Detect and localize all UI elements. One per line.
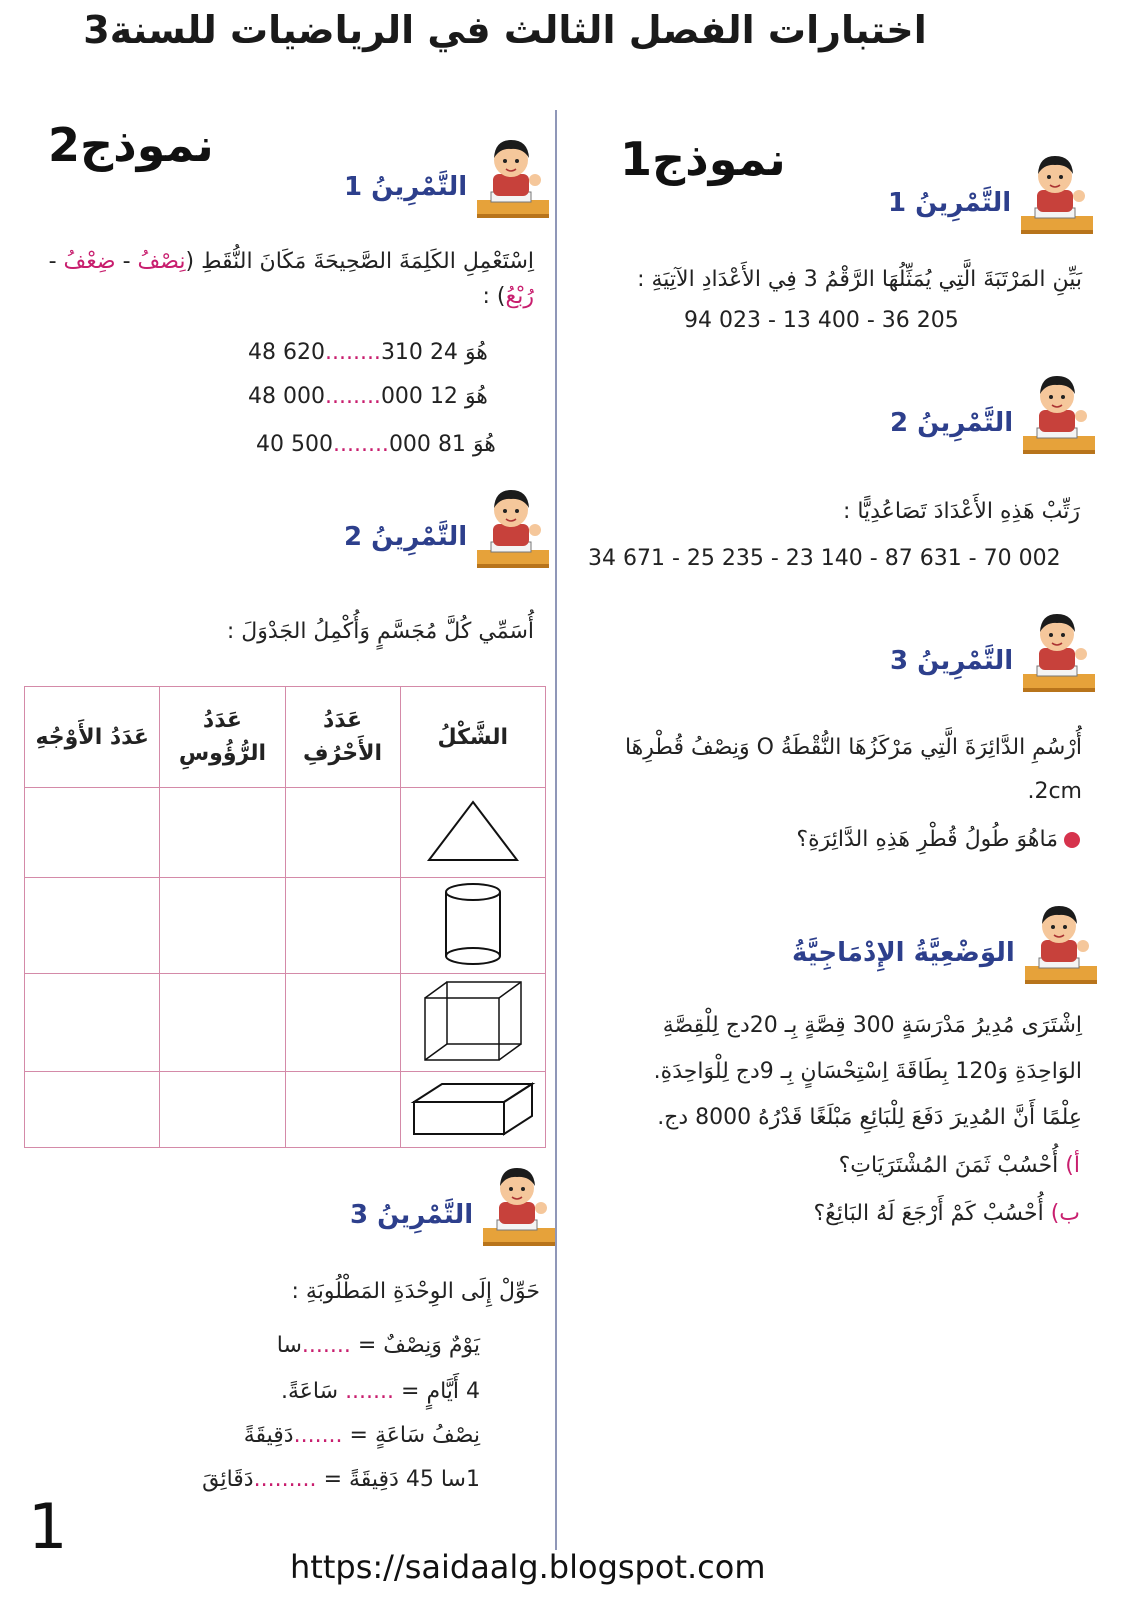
- is-word: هُوَ: [472, 432, 496, 457]
- student-desk-icon: [1021, 900, 1099, 986]
- header-edges-line1: عَدَدُ: [322, 708, 363, 733]
- column-divider: [555, 110, 557, 1550]
- fill-dots: .........: [253, 1467, 317, 1492]
- right-value: 24 310: [380, 340, 458, 365]
- answer-cell[interactable]: [285, 788, 400, 878]
- conversion-row: [160, 1328, 480, 1363]
- conversion-row: [160, 1374, 480, 1409]
- model1-integration-line2: الوَاحِدَةِ وَ120 بِطَاقَةَ اِسْتِحْسَانٍ بِـ 9دج لِلْوَاحِدَةِ.: [653, 1059, 1082, 1084]
- conv-unit: سَاعَةً.: [281, 1379, 339, 1404]
- answer-cell[interactable]: [25, 878, 160, 974]
- compare-row: [248, 384, 488, 409]
- model2-ex3-header: [350, 1162, 557, 1248]
- model1-ex3-text: أُرْسُمِ الدَّائِرَةَ الَّتِي مَرْكَزُهَا النُّقْطَةُ O وَنِصْفُ قُطْرِهَا 2cm.: [624, 735, 1082, 804]
- ex1-instruction-end: ) :: [482, 284, 506, 310]
- model2-ex1-header: [344, 134, 551, 220]
- student-illustration: [1021, 900, 1099, 986]
- footer-url[interactable]: https://saidaalg.blogspot.com: [290, 1548, 766, 1586]
- page-number: 1: [28, 1490, 68, 1563]
- rectangular-prism-icon: [410, 1076, 536, 1140]
- triangle-icon: [423, 796, 523, 866]
- fill-dots: ........: [324, 384, 381, 409]
- left-value: 48 000: [248, 384, 325, 409]
- left-value: 40 500: [256, 432, 333, 457]
- model1-ex1-label: التَّمْرِينُ 1: [888, 188, 1012, 218]
- is-word: هُوَ: [464, 340, 488, 365]
- model1-integration-label: الوَضْعِيَّةُ الإِدْمَاجِيَّةُ: [792, 938, 1015, 968]
- model1-ex2-numbers: 34 671 - 25 235 - 23 140 - 87 631 - 70 002: [588, 546, 1061, 571]
- student-desk-icon: [1019, 370, 1097, 456]
- model1-integration-line1: اِشْتَرَى مُدِيرُ مَدْرَسَةٍ 300 قِصَّةٍ بِـ 20دج لِلْقِصَّةِ: [662, 1013, 1082, 1038]
- conv-unit: سا: [276, 1333, 302, 1358]
- page-title: اختبارات الفصل الثالث في الرياضيات للسنة3: [83, 8, 927, 52]
- model2-ex2-header: [344, 484, 551, 570]
- conv-lhs: 4 أَيَّامٍ =: [401, 1379, 480, 1404]
- conversion-row: [160, 1418, 480, 1453]
- model2-ex2-text: أُسَمِّي كُلَّ مُجَسَّمٍ وَأُكْمِلُ الجَدْوَلَ :: [226, 619, 534, 644]
- model1-ex1-text: بَيِّنِ المَرْتَبَةَ الَّتِي يُمَثِّلُهَا الرَّقْمُ 3 فِي الأَعْدَادِ الآتِيَةِ :: [637, 267, 1082, 292]
- conv-unit: دَقِيقَةً: [243, 1423, 294, 1448]
- model2-ex1-label: التَّمْرِينُ 1: [344, 172, 468, 202]
- model1-integration-qb: [700, 1196, 1080, 1231]
- student-desk-icon: [473, 484, 551, 570]
- model2-ex1-text: [24, 244, 534, 314]
- left-value: 48 620: [248, 340, 325, 365]
- header-vertices-line1: عَدَدُ: [202, 708, 242, 733]
- compare-row: [256, 432, 496, 457]
- model2-ex2-label: التَّمْرِينُ 2: [344, 522, 468, 552]
- cylinder-icon: [438, 880, 508, 968]
- solids-table: [24, 686, 546, 1148]
- answer-cell[interactable]: [160, 1072, 285, 1148]
- fill-dots: ........: [332, 432, 389, 457]
- fill-dots: .......: [301, 1333, 351, 1358]
- answer-cell[interactable]: [285, 1072, 400, 1148]
- word-half: نِصْفُ: [137, 249, 186, 274]
- model1-integration-line3: عِلْمًا أَنَّ المُدِيرَ دَفَعَ لِلْبَائِعِ مَبْلَغًا قَدْرُهُ 8000 دج.: [657, 1105, 1082, 1130]
- conv-lhs: نِصْفُ سَاعَةٍ =: [349, 1423, 480, 1448]
- header-vertices-line2: الرُّؤُوسِ: [178, 741, 267, 766]
- answer-cell[interactable]: [285, 974, 400, 1072]
- answer-cell[interactable]: [25, 1072, 160, 1148]
- student-illustration: [473, 134, 551, 220]
- right-value: 81 000: [388, 432, 466, 457]
- fill-dots: .......: [293, 1423, 343, 1448]
- bullet-icon: [1064, 832, 1080, 848]
- answer-cell[interactable]: [160, 974, 285, 1072]
- word-sep: -: [115, 249, 138, 274]
- shape-cell: [400, 788, 546, 878]
- word-double: ضِعْفُ: [63, 249, 116, 274]
- student-desk-icon: [1019, 608, 1097, 694]
- model2-ex3-label: التَّمْرِينُ 3: [350, 1200, 474, 1230]
- student-illustration: [1017, 150, 1095, 236]
- qa-text: أُحْسُبْ ثَمَنَ المُشْتَرَيَاتِ؟: [838, 1153, 1059, 1178]
- answer-cell[interactable]: [160, 788, 285, 878]
- header-edges-line2: الأَحْرُفِ: [302, 741, 383, 766]
- qb-mark: ب): [1050, 1201, 1080, 1226]
- answer-cell[interactable]: [25, 788, 160, 878]
- header-shape: الشَّكْلُ: [400, 687, 546, 788]
- model2-heading: نموذج2: [48, 118, 214, 172]
- model1-integration-qa: [700, 1148, 1080, 1183]
- student-desk-icon: [479, 1162, 557, 1248]
- qa-mark: أ): [1065, 1153, 1080, 1178]
- ex1-instruction: اِسْتَعْمِلِ الكَلِمَةَ الصَّحِيحَةَ مَكَانَ النُّقَطِ (: [185, 249, 534, 274]
- conv-lhs: يَوْمٌ وَنِصْفٌ =: [357, 1333, 480, 1358]
- shape-cell: [400, 974, 546, 1072]
- model1-ex2-header: [890, 370, 1097, 456]
- model2-ex3-text: حَوِّلْ إِلَى الوِحْدَةِ المَطْلُوبَةِ :: [291, 1279, 540, 1304]
- student-illustration: [473, 484, 551, 570]
- fill-dots: ........: [324, 340, 381, 365]
- student-illustration: [1019, 370, 1097, 456]
- shape-cell: [400, 878, 546, 974]
- model1-ex3-question-text: مَاهُوَ طُولُ قُطْرِ هَذِهِ الدَّائِرَةِ؟: [796, 827, 1058, 852]
- cube-icon: [421, 978, 525, 1064]
- model1-heading: نموذج1: [620, 132, 786, 186]
- answer-cell[interactable]: [285, 878, 400, 974]
- conversion-row: [160, 1462, 480, 1497]
- student-desk-icon: [473, 134, 551, 220]
- qb-text: أُحْسُبْ كَمْ أَرْجَعَ لَهُ البَائِعُ؟: [813, 1201, 1044, 1226]
- compare-row: [248, 340, 488, 365]
- model1-ex2-label: التَّمْرِينُ 2: [890, 408, 1014, 438]
- header-edges: [285, 687, 400, 788]
- model1-ex3-question: [700, 822, 1080, 857]
- is-word: هُوَ: [464, 384, 488, 409]
- header-vertices: [160, 687, 285, 788]
- model1-ex1-header: [888, 150, 1095, 236]
- model1-ex2-text: رَتِّبْ هَذِهِ الأَعْدَادَ تَصَاعُدِيًّا :: [842, 499, 1080, 524]
- model1-integration-header: [792, 900, 1099, 986]
- right-value: 12 000: [380, 384, 458, 409]
- model1-ex3-label: التَّمْرِينُ 3: [890, 646, 1014, 676]
- conv-unit: دَقَائِقَ: [202, 1467, 254, 1492]
- fill-dots: .......: [345, 1379, 395, 1404]
- shape-cell: [400, 1072, 546, 1148]
- answer-cell[interactable]: [160, 878, 285, 974]
- model1-ex1-numbers: 94 023 - 13 400 - 36 205: [684, 308, 959, 333]
- conv-lhs: 1سا 45 دَقِيقَةً =: [323, 1467, 480, 1492]
- model1-ex3-header: [890, 608, 1097, 694]
- word-quarter: رُبْعُ: [505, 284, 534, 310]
- student-illustration: [479, 1162, 557, 1248]
- header-faces: عَدَدُ الأَوْجُهِ: [25, 687, 160, 788]
- word-sep: -: [48, 249, 64, 274]
- answer-cell[interactable]: [25, 974, 160, 1072]
- student-desk-icon: [1017, 150, 1095, 236]
- student-illustration: [1019, 608, 1097, 694]
